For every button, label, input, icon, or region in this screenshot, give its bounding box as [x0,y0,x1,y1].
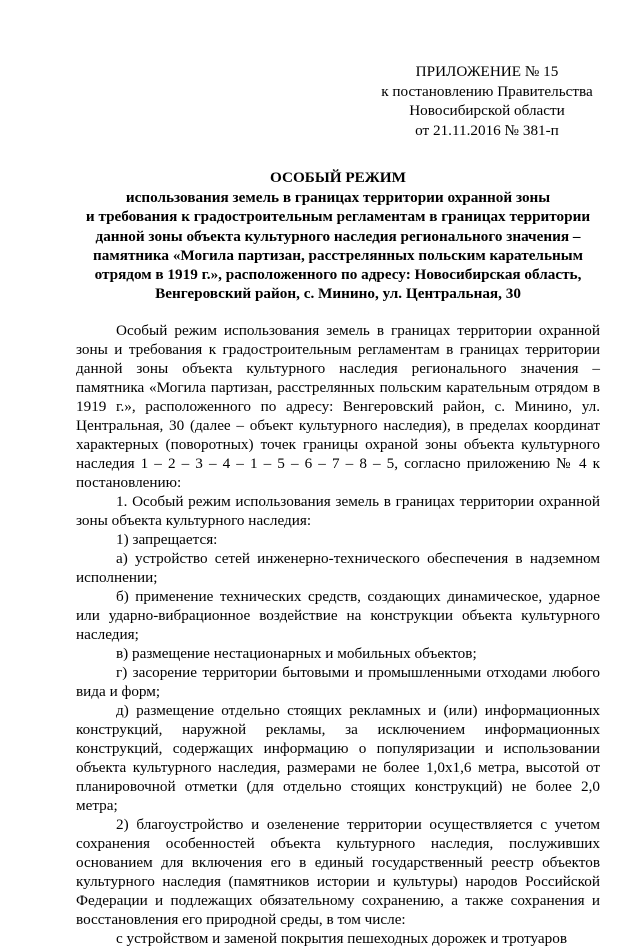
section-1-heading: 1. Особый режим использования земель в границах территории охранной зоны объекта культурного наследия: [76,493,600,529]
item-1-prohibited: 1) запрещается: [116,531,218,548]
title-line: данной зоны объекта культурного наследия регионального значения – [95,227,581,245]
intro-paragraph: Особый режим использования земель в границах территории охранной зоны и требования к градостроительным регламентам в границах территории данной зоны объекта культурного наследия регионального значения – памятника «Могила партизан, расстрелянных польским карательным отрядом в 1919 г.», расположенного по адресу: Венгеровский район, с. Минино, ул. Центральная, 30 (далее – объект культурного наследия), в пределах координат характерных (поворотных) точек границы охраной зоны объекта культурного наследия 1 – 2 – 3 – 4 – 1 – 5 – 6 – 7 – 8 – 5, согласно приложению № 4 к постановлению: [76,322,600,491]
title-line: Венгеровский район, с. Минино, ул. Центральная, 30 [155,285,521,303]
item-1a: а) устройство сетей инженерно-технического обеспечения в надземном исполнении; [76,550,600,586]
title-line: и требования к градостроительным регламентам в границах территории [85,208,591,226]
title-main: ОСОБЫЙ РЕЖИМ [270,169,406,186]
item-1b: б) применение технических средств, создающих динамическое, ударное или ударно-вибрационное воздействие на конструкции объекта культурного наследия; [76,588,600,643]
item-2-landscaping: 2) благоустройство и озеленение территории осуществляется с учетом сохранения особенностей объекта культурного наследия, послуживших основанием для включения его в единый государственный реестр объектов культурного наследия (памятников истории и культуры) народов Российской Федерации и подлежащих обязательному сохранению, а также сохранения и восстановления его природной среды, в том числе: [76,816,600,928]
item-2-continuation: с устройством и заменой покрытия пешеходных дорожек и тротуаров [116,930,568,947]
item-1d: д) размещение отдельно стоящих рекламных и (или) информационных конструкций, наружной рекламы, за исключением информационных конструкций, содержащих информацию о популяризации и использовании объекта культурного наследия, размерами не более 1,0х1,6 метра, высотой от планировочной отметки (для отдельно стоящих конструкций) не более 2,0 метра; [76,702,600,814]
title-line: памятника «Могила партизан, расстрелянных польским карательным [93,246,583,264]
appendix-date-number: от 21.11.2016 № 381-п [415,121,559,139]
title-line: отрядом в 1919 г.», расположенного по адресу: Новосибирская область, [94,266,582,284]
item-1v: в) размещение нестационарных и мобильных объектов; [116,645,477,662]
item-1g: г) засорение территории бытовыми и промышленными отходами любого вида и форм; [76,664,600,700]
appendix-header [372,62,602,140]
appendix-number: ПРИЛОЖЕНИЕ № 15 [415,63,559,80]
appendix-region: Новосибирской области [409,102,565,119]
appendix-resolution-ref: к постановлению Правительства [381,82,593,100]
title-line: использования земель в границах территории охранной зоны [125,189,551,207]
document-body [76,321,600,948]
document-title [76,168,600,303]
